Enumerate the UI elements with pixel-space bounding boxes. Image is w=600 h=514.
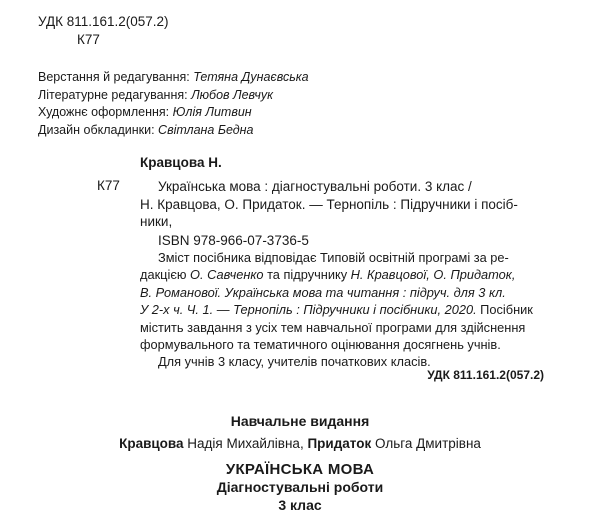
credit-name: Світлана Бедна: [158, 122, 254, 137]
annotation-line: [140, 266, 560, 283]
author-surname: Кравцова: [119, 436, 184, 451]
annotation-line: [140, 301, 560, 318]
udk-code-bottom: УДК 811.161.2(057.2): [427, 368, 544, 382]
annotation-text: дакцією: [140, 267, 191, 283]
credit-role: Художнє оформлення:: [38, 105, 170, 119]
edition-type: Навчальне видання: [230, 413, 370, 429]
author-surname: Придаток: [307, 436, 372, 451]
credit-role: Верстання й редагування:: [38, 70, 190, 84]
credit-row-art: [38, 104, 309, 122]
annotation-text: та підручнику: [263, 267, 351, 283]
entry-line: Українська мова : діагностувальні роботи. 3 клас /: [158, 179, 472, 194]
credit-name: Тетяна Дунаєвська: [193, 70, 309, 84]
annotation-italic: У 2-х ч. Ч. 1. — Тернопіль : Підручники і посібники, 2020.: [140, 302, 477, 318]
credit-name: Юлія Литвин: [172, 105, 252, 119]
annotation-italic: О. Савченко: [190, 267, 264, 283]
annotation-line: В. Романової. Українська мова та читання : підруч. для 3 кл.: [140, 284, 506, 300]
entry-line: ники,: [140, 214, 173, 229]
annotation-line: містить завдання з усіх тем навчальної програми для здійснення: [140, 319, 526, 335]
annotation-line: [140, 249, 560, 266]
book-title: УКРАЇНСЬКА МОВА: [225, 461, 375, 478]
credit-row-literary: [38, 87, 309, 105]
entry-line: Н. Кравцова, О. Придаток. — Тернопіль : Підручники і посіб-: [140, 196, 518, 212]
credit-role: Дизайн обкладинки:: [38, 122, 155, 137]
isbn: ISBN 978-966-07-3736-5: [158, 232, 309, 248]
author-sign-top: К77: [77, 32, 100, 47]
catalog-author-sign: К77: [97, 178, 120, 193]
annotation-line: формувального та тематичного оцінювання досягнень учнів.: [140, 337, 501, 353]
author-given-names: Надія Михайлівна,: [183, 436, 308, 451]
annotation-line: Для учнів 3 класу, учителів початкових класів.: [158, 354, 431, 370]
udk-code-top: УДК 811.161.2(057.2): [38, 14, 169, 29]
annotation-text: Зміст посібника відповідає Типовій освітній програмі за ре-: [158, 250, 509, 265]
catalog-entry: [140, 176, 560, 249]
authors-line: [0, 436, 600, 451]
credit-role: Літературне редагування:: [38, 87, 188, 102]
catalog-author-heading: Кравцова Н.: [140, 155, 222, 170]
annotation: [140, 249, 560, 371]
credit-row-cover: [38, 122, 309, 140]
annotation-text: Посібник: [476, 302, 533, 318]
annotation-italic: Н. Кравцової, О. Придаток,: [350, 267, 516, 283]
author-given-names: Ольга Дмитрівна: [371, 436, 481, 451]
credits-block: [38, 69, 309, 139]
book-grade: 3 клас: [278, 497, 322, 513]
credit-name: Любов Левчук: [191, 87, 273, 102]
book-subtitle: Діагностувальні роботи: [216, 479, 384, 495]
credit-row-layout: [38, 69, 309, 87]
